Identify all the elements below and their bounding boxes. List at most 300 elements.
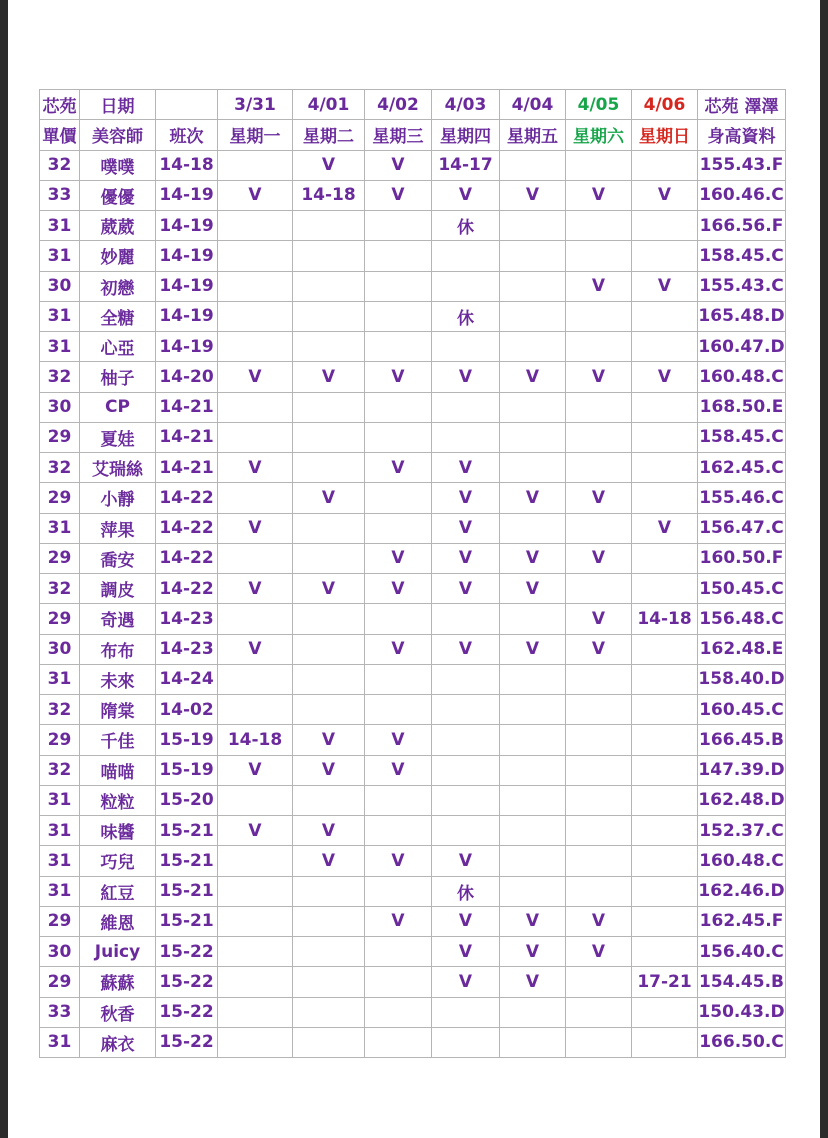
schedule-cell-empty: [365, 513, 432, 543]
schedule-cell-empty: [365, 271, 432, 301]
stylist-name-cell: 柚子: [80, 362, 156, 392]
height-info-cell: 160.50.F: [698, 543, 786, 573]
stylist-name-cell: 布布: [80, 634, 156, 664]
unit-price-cell: 29: [40, 906, 80, 936]
schedule-cell-empty: [500, 453, 566, 483]
schedule-cell-empty: [365, 211, 432, 241]
schedule-cell-empty: [218, 211, 293, 241]
height-info-cell: 162.46.D: [698, 876, 786, 906]
height-info-cell: 156.47.C: [698, 513, 786, 543]
stylist-name-cell: 味醬: [80, 816, 156, 846]
schedule-cell-empty: [293, 997, 365, 1027]
height-info-cell: 168.50.E: [698, 392, 786, 422]
height-info-cell: 150.45.C: [698, 574, 786, 604]
schedule-cell-empty: [632, 453, 698, 483]
schedule-cell-off: 休: [432, 301, 500, 331]
schedule-cell-empty: [365, 301, 432, 331]
schedule-cell-empty: [432, 785, 500, 815]
schedule-cell-empty: [500, 1027, 566, 1057]
schedule-cell-check: V: [566, 362, 632, 392]
brand-label: 芯苑: [40, 90, 80, 120]
schedule-cell-empty: [432, 241, 500, 271]
schedule-cell-empty: [218, 392, 293, 422]
shift-cell: 14-21: [156, 422, 218, 452]
schedule-cell-empty: [632, 876, 698, 906]
schedule-cell-empty: [218, 785, 293, 815]
schedule-cell-empty: [432, 422, 500, 452]
shift-cell: 14-22: [156, 483, 218, 513]
shift-cell: 15-21: [156, 846, 218, 876]
schedule-cell-check: V: [500, 362, 566, 392]
table-row: [40, 997, 786, 1027]
shift-cell: 14-24: [156, 664, 218, 694]
schedule-cell-empty: [365, 785, 432, 815]
height-info-cell: 155.46.C: [698, 483, 786, 513]
unit-price-cell: 31: [40, 664, 80, 694]
schedule-cell-empty: [632, 816, 698, 846]
stylist-name-cell: 喬安: [80, 543, 156, 573]
unit-price-cell: 29: [40, 967, 80, 997]
schedule-cell-empty: [500, 392, 566, 422]
schedule-cell-empty: [218, 483, 293, 513]
height-info-cell: 160.48.C: [698, 362, 786, 392]
schedule-cell-check: V: [293, 574, 365, 604]
schedule-cell-empty: [500, 241, 566, 271]
unit-price-cell: 32: [40, 453, 80, 483]
schedule-cell-check: V: [500, 937, 566, 967]
schedule-cell-empty: [566, 846, 632, 876]
schedule-cell-empty: [500, 271, 566, 301]
schedule-cell-check: V: [218, 574, 293, 604]
table-row: [40, 846, 786, 876]
height-info-cell: 150.43.D: [698, 997, 786, 1027]
date-header: 4/04: [500, 90, 566, 120]
schedule-cell-empty: [566, 997, 632, 1027]
shift-cell: 14-20: [156, 362, 218, 392]
unit-price-cell: 29: [40, 483, 80, 513]
schedule-cell-empty: [432, 392, 500, 422]
stylist-name-cell: 艾瑞絲: [80, 453, 156, 483]
height-info-cell: 166.50.C: [698, 1027, 786, 1057]
schedule-cell-empty: [566, 1027, 632, 1057]
date-label: 日期: [80, 90, 156, 120]
schedule-cell-empty: [365, 483, 432, 513]
schedule-cell-empty: [566, 241, 632, 271]
table-row: [40, 634, 786, 664]
date-header: 4/02: [365, 90, 432, 120]
schedule-cell-check: V: [218, 634, 293, 664]
shift-cell: 15-21: [156, 906, 218, 936]
unit-price-cell: 29: [40, 725, 80, 755]
schedule-cell-empty: [500, 664, 566, 694]
shift-cell: 14-18: [156, 150, 218, 180]
schedule-cell-empty: [218, 876, 293, 906]
stylist-name-cell: 萍果: [80, 513, 156, 543]
schedule-cell-empty: [632, 211, 698, 241]
unit-price-cell: 32: [40, 755, 80, 785]
table-row: [40, 453, 786, 483]
schedule-cell-empty: [218, 906, 293, 936]
schedule-cell-check: V: [365, 906, 432, 936]
height-info-cell: 155.43.C: [698, 271, 786, 301]
schedule-cell-empty: [432, 695, 500, 725]
height-info-cell: 165.48.D: [698, 301, 786, 331]
schedule-cell-empty: [365, 816, 432, 846]
stylist-name-cell: 維恩: [80, 906, 156, 936]
schedule-cell-empty: [365, 332, 432, 362]
schedule-cell-check: V: [632, 180, 698, 210]
schedule-cell-empty: [218, 997, 293, 1027]
schedule-cell-empty: [365, 1027, 432, 1057]
schedule-cell-empty: [500, 816, 566, 846]
schedule-cell-check: V: [293, 362, 365, 392]
stylist-name-cell: 粒粒: [80, 785, 156, 815]
schedule-cell-check: V: [432, 906, 500, 936]
table-row: [40, 816, 786, 846]
schedule-cell-empty: [566, 574, 632, 604]
schedule-cell-check: V: [566, 543, 632, 573]
schedule-cell-empty: [632, 543, 698, 573]
table-row: [40, 543, 786, 573]
schedule-cell-empty: [432, 816, 500, 846]
schedule-cell-empty: [632, 392, 698, 422]
schedule-cell-check: V: [566, 634, 632, 664]
stylist-name-cell: 蘇蘇: [80, 967, 156, 997]
unit-price-cell: 32: [40, 362, 80, 392]
schedule-cell-empty: [365, 241, 432, 271]
date-header: 3/31: [218, 90, 293, 120]
schedule-cell-check: V: [293, 483, 365, 513]
schedule-cell-check: V: [432, 483, 500, 513]
unit-price-cell: 30: [40, 392, 80, 422]
schedule-cell-empty: [218, 846, 293, 876]
schedule-cell-check: V: [218, 816, 293, 846]
schedule-cell-empty: [566, 422, 632, 452]
table-row: [40, 906, 786, 936]
schedule-cell-empty: [632, 937, 698, 967]
unit-price-cell: 31: [40, 1027, 80, 1057]
stylist-name-cell: 全糖: [80, 301, 156, 331]
stylist-name-cell: 妙麗: [80, 241, 156, 271]
schedule-cell-empty: [293, 453, 365, 483]
table-row: [40, 574, 786, 604]
schedule-cell-check: V: [365, 362, 432, 392]
shift-cell: 15-22: [156, 997, 218, 1027]
schedule-cell-empty: [365, 392, 432, 422]
schedule-cell-empty: [218, 967, 293, 997]
schedule-cell-check: V: [218, 513, 293, 543]
table-row: [40, 301, 786, 331]
table-row: [40, 241, 786, 271]
schedule-cell-empty: [632, 695, 698, 725]
schedule-cell-empty: [293, 937, 365, 967]
schedule-cell-check: V: [432, 634, 500, 664]
table-row: [40, 604, 786, 634]
schedule-cell-check: V: [432, 574, 500, 604]
table-row: [40, 664, 786, 694]
schedule-cell-check: V: [432, 453, 500, 483]
table-row: [40, 422, 786, 452]
schedule-cell-check: V: [500, 574, 566, 604]
schedule-cell-empty: [632, 332, 698, 362]
shift-cell: 14-21: [156, 392, 218, 422]
info-title: 芯苑 澤澤: [698, 90, 786, 120]
unit-price-cell: 31: [40, 785, 80, 815]
stylist-name-cell: 千佳: [80, 725, 156, 755]
schedule-cell-time: 14-18: [632, 604, 698, 634]
schedule-cell-check: V: [500, 906, 566, 936]
schedule-cell-empty: [566, 876, 632, 906]
stylist-name-cell: 夏娃: [80, 422, 156, 452]
schedule-cell-check: V: [365, 180, 432, 210]
schedule-cell-empty: [432, 1027, 500, 1057]
table-row: [40, 755, 786, 785]
schedule-cell-check: V: [365, 755, 432, 785]
schedule-cell-empty: [500, 211, 566, 241]
schedule-cell-empty: [293, 332, 365, 362]
schedule-cell-empty: [632, 1027, 698, 1057]
stylist-name-cell: 巧兒: [80, 846, 156, 876]
unit-price-cell: 31: [40, 876, 80, 906]
stylist-name-cell: 優優: [80, 180, 156, 210]
schedule-cell-empty: [500, 695, 566, 725]
shift-cell: 15-22: [156, 967, 218, 997]
schedule-cell-check: V: [566, 483, 632, 513]
schedule-cell-empty: [218, 543, 293, 573]
header-row-dates: [40, 90, 786, 120]
schedule-cell-empty: [566, 392, 632, 422]
schedule-cell-empty: [632, 725, 698, 755]
height-info-cell: 160.45.C: [698, 695, 786, 725]
table-row: [40, 967, 786, 997]
schedule-cell-empty: [566, 785, 632, 815]
schedule-cell-check: V: [293, 755, 365, 785]
height-info-cell: 154.45.B: [698, 967, 786, 997]
schedule-cell-empty: [293, 664, 365, 694]
schedule-cell-check: V: [365, 574, 432, 604]
schedule-cell-empty: [632, 906, 698, 936]
schedule-cell-empty: [293, 1027, 365, 1057]
unit-price-cell: 29: [40, 422, 80, 452]
schedule-cell-empty: [293, 241, 365, 271]
stylist-name-cell: 未來: [80, 664, 156, 694]
shift-cell: 15-19: [156, 755, 218, 785]
schedule-cell-empty: [432, 604, 500, 634]
schedule-cell-check: V: [293, 846, 365, 876]
unit-price-cell: 31: [40, 241, 80, 271]
date-header: 4/01: [293, 90, 365, 120]
schedule-cell-empty: [218, 422, 293, 452]
schedule-cell-check: V: [432, 846, 500, 876]
table-row: [40, 271, 786, 301]
table-row: [40, 876, 786, 906]
weekday-header-sunday: 星期日: [632, 120, 698, 150]
table-row: [40, 332, 786, 362]
schedule-cell-empty: [500, 725, 566, 755]
schedule-cell-check: V: [432, 543, 500, 573]
schedule-cell-empty: [293, 876, 365, 906]
shift-cell: 14-23: [156, 634, 218, 664]
height-info-cell: 160.48.C: [698, 846, 786, 876]
unit-price-label: 單價: [40, 120, 80, 150]
schedule-cell-check: V: [293, 150, 365, 180]
weekday-header: 星期四: [432, 120, 500, 150]
schedule-cell-empty: [566, 150, 632, 180]
schedule-cell-empty: [632, 483, 698, 513]
height-info-cell: 160.46.C: [698, 180, 786, 210]
schedule-cell-time: 17-21: [632, 967, 698, 997]
schedule-cell-empty: [632, 150, 698, 180]
unit-price-cell: 30: [40, 634, 80, 664]
table-row: [40, 695, 786, 725]
schedule-cell-empty: [500, 846, 566, 876]
schedule-cell-empty: [500, 755, 566, 785]
shift-cell: 14-21: [156, 453, 218, 483]
shift-cell: 15-22: [156, 937, 218, 967]
schedule-cell-empty: [632, 997, 698, 1027]
schedule-cell-empty: [432, 725, 500, 755]
unit-price-cell: 33: [40, 997, 80, 1027]
stylist-name-cell: 葳葳: [80, 211, 156, 241]
schedule-cell-off: 休: [432, 211, 500, 241]
schedule-cell-empty: [432, 332, 500, 362]
schedule-cell-check: V: [500, 483, 566, 513]
schedule-cell-empty: [293, 695, 365, 725]
schedule-cell-time: 14-17: [432, 150, 500, 180]
table-row: [40, 150, 786, 180]
schedule-cell-check: V: [218, 755, 293, 785]
schedule-cell-check: V: [218, 453, 293, 483]
schedule-cell-check: V: [365, 150, 432, 180]
weekday-header: 星期二: [293, 120, 365, 150]
empty-header-cell: [156, 90, 218, 120]
schedule-cell-check: V: [566, 906, 632, 936]
stylist-name-cell: Juicy: [80, 937, 156, 967]
schedule-cell-empty: [365, 604, 432, 634]
schedule-cell-check: V: [432, 513, 500, 543]
schedule-cell-empty: [293, 906, 365, 936]
table-row: [40, 513, 786, 543]
schedule-cell-check: V: [365, 634, 432, 664]
shift-cell: 14-19: [156, 301, 218, 331]
schedule-cell-check: V: [632, 513, 698, 543]
schedule-cell-empty: [500, 604, 566, 634]
schedule-cell-check: V: [566, 937, 632, 967]
weekday-header: 星期三: [365, 120, 432, 150]
schedule-cell-empty: [293, 604, 365, 634]
schedule-cell-empty: [293, 271, 365, 301]
schedule-cell-empty: [293, 634, 365, 664]
stylist-name-cell: 小靜: [80, 483, 156, 513]
shift-cell: 14-19: [156, 241, 218, 271]
shift-cell: 15-21: [156, 816, 218, 846]
schedule-cell-empty: [500, 876, 566, 906]
stylist-label: 美容師: [80, 120, 156, 150]
schedule-cell-empty: [365, 664, 432, 694]
table-row: [40, 725, 786, 755]
schedule-cell-empty: [500, 301, 566, 331]
date-header: 4/03: [432, 90, 500, 120]
schedule-cell-empty: [632, 664, 698, 694]
stylist-name-cell: 紅豆: [80, 876, 156, 906]
schedule-cell-off: 休: [432, 876, 500, 906]
shift-cell: 14-02: [156, 695, 218, 725]
schedule-cell-time: 14-18: [293, 180, 365, 210]
schedule-cell-empty: [500, 785, 566, 815]
schedule-cell-empty: [566, 725, 632, 755]
schedule-cell-check: V: [365, 453, 432, 483]
unit-price-cell: 30: [40, 937, 80, 967]
shift-cell: 14-19: [156, 180, 218, 210]
schedule-cell-empty: [218, 695, 293, 725]
schedule-cell-empty: [632, 301, 698, 331]
stylist-name-cell: 初戀: [80, 271, 156, 301]
weekday-header: 星期五: [500, 120, 566, 150]
schedule-cell-check: V: [365, 846, 432, 876]
table-row: [40, 180, 786, 210]
height-info-cell: 162.45.C: [698, 453, 786, 483]
unit-price-cell: 30: [40, 271, 80, 301]
schedule-cell-check: V: [566, 271, 632, 301]
schedule-cell-check: V: [432, 362, 500, 392]
schedule-cell-empty: [632, 634, 698, 664]
shift-cell: 15-22: [156, 1027, 218, 1057]
schedule-cell-empty: [566, 332, 632, 362]
height-info-cell: 152.37.C: [698, 816, 786, 846]
unit-price-cell: 31: [40, 211, 80, 241]
schedule-cell-empty: [293, 301, 365, 331]
schedule-cell-empty: [218, 271, 293, 301]
schedule-cell-empty: [218, 664, 293, 694]
unit-price-cell: 31: [40, 513, 80, 543]
schedule-cell-empty: [293, 211, 365, 241]
schedule-sheet: [8, 0, 820, 1138]
schedule-cell-check: V: [500, 180, 566, 210]
table-row: [40, 937, 786, 967]
schedule-cell-empty: [365, 997, 432, 1027]
schedule-cell-empty: [293, 543, 365, 573]
info-label: 身高資料: [698, 120, 786, 150]
shift-cell: 15-20: [156, 785, 218, 815]
weekday-header-saturday: 星期六: [566, 120, 632, 150]
schedule-cell-check: V: [632, 271, 698, 301]
height-info-cell: 158.45.C: [698, 422, 786, 452]
shift-cell: 14-19: [156, 211, 218, 241]
weekday-header: 星期一: [218, 120, 293, 150]
schedule-cell-empty: [218, 332, 293, 362]
header-row-weekdays: [40, 120, 786, 150]
stylist-name-cell: CP: [80, 392, 156, 422]
table-row: [40, 785, 786, 815]
height-info-cell: 155.43.F: [698, 150, 786, 180]
stylist-name-cell: 噗噗: [80, 150, 156, 180]
stylist-name-cell: 奇遇: [80, 604, 156, 634]
schedule-cell-check: V: [365, 543, 432, 573]
schedule-cell-empty: [218, 1027, 293, 1057]
schedule-cell-check: V: [500, 634, 566, 664]
schedule-cell-empty: [632, 755, 698, 785]
schedule-cell-check: V: [218, 180, 293, 210]
schedule-cell-check: V: [566, 180, 632, 210]
schedule-cell-empty: [432, 664, 500, 694]
schedule-cell-empty: [566, 513, 632, 543]
shift-cell: 14-19: [156, 271, 218, 301]
unit-price-cell: 29: [40, 604, 80, 634]
unit-price-cell: 31: [40, 332, 80, 362]
unit-price-cell: 29: [40, 543, 80, 573]
schedule-cell-empty: [432, 997, 500, 1027]
schedule-cell-check: V: [365, 725, 432, 755]
